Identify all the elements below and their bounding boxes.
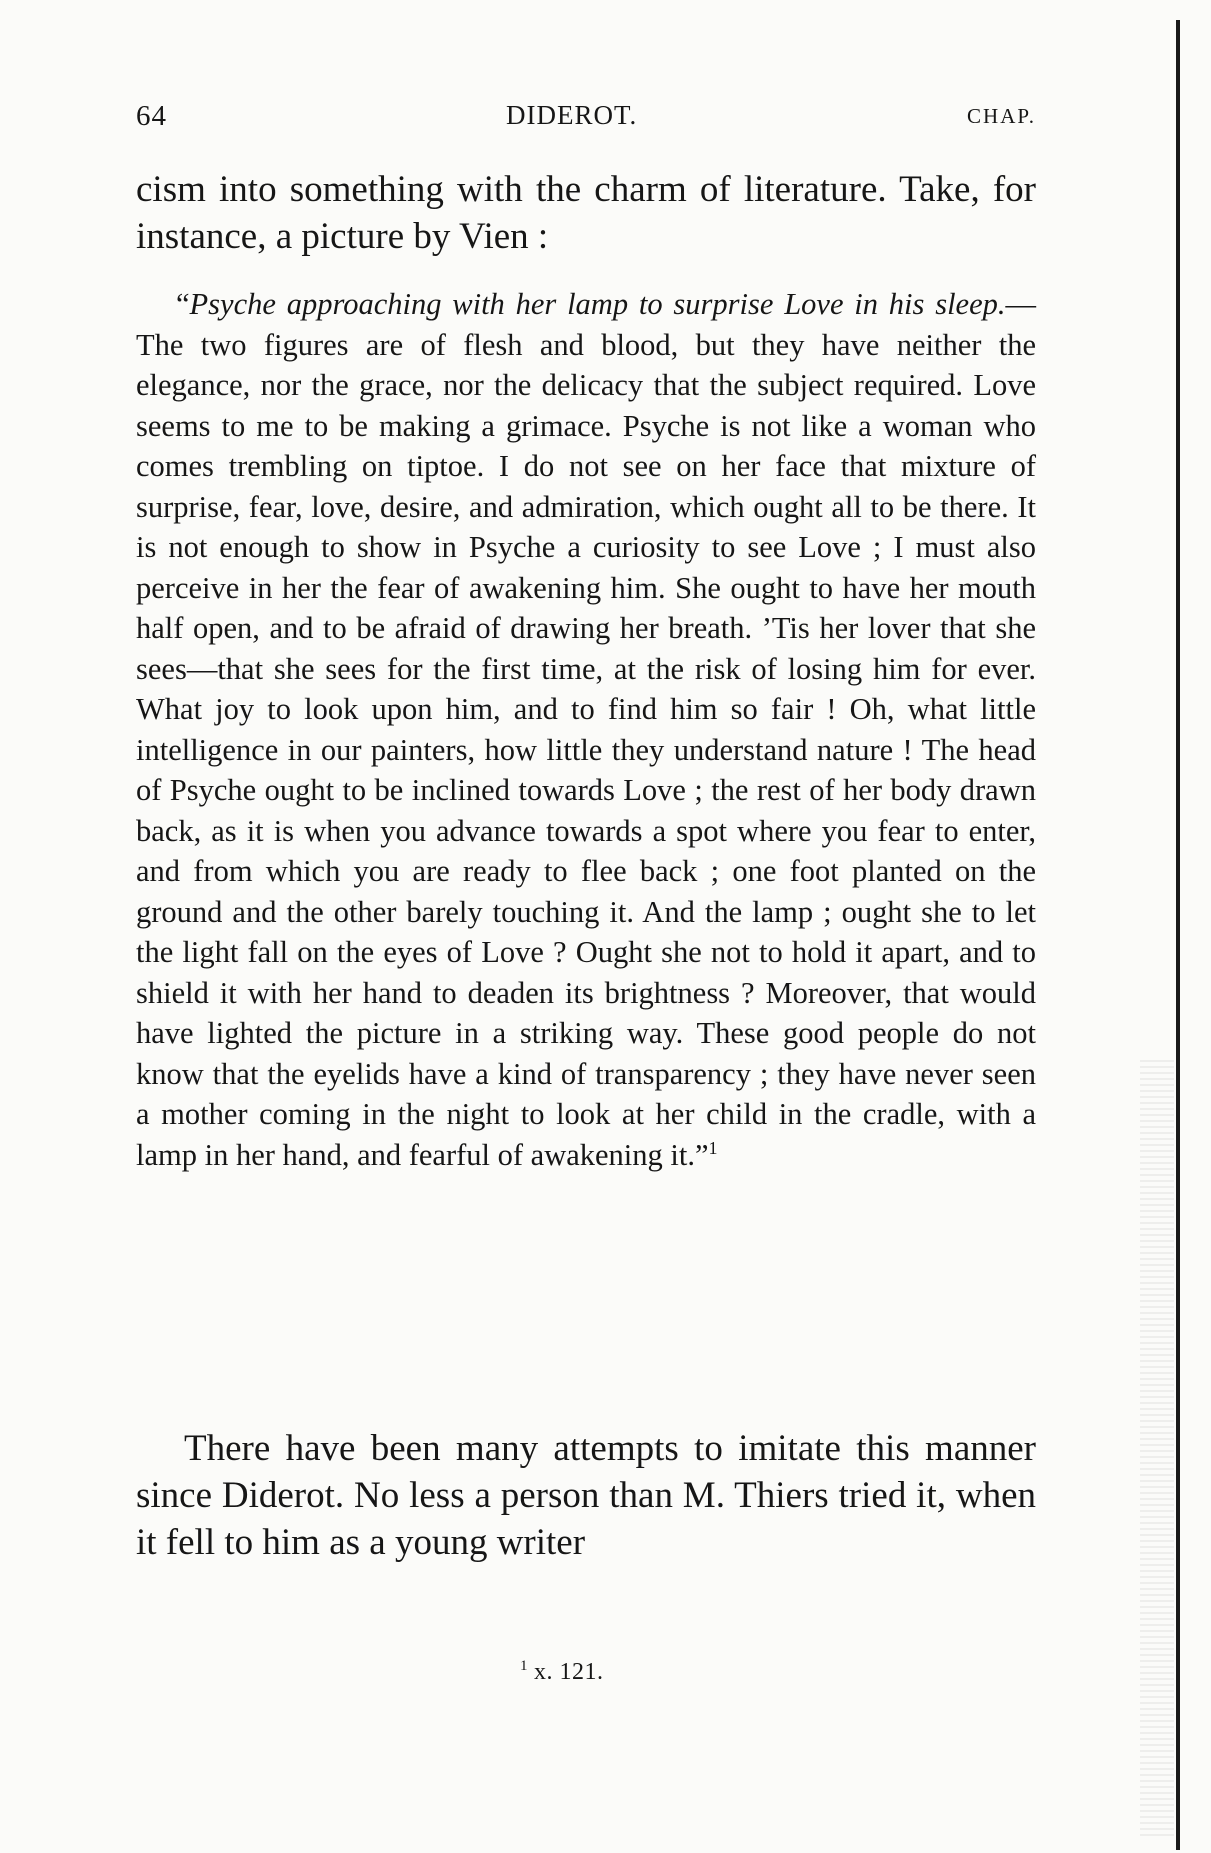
footnote-marker: 1: [520, 1658, 528, 1674]
quote-open-mark: “: [176, 287, 190, 321]
quote-italic-title: Psyche approaching with her lamp to surprise Love in his sleep.: [189, 287, 1006, 321]
quote-body: —The two figures are of flesh and blood, but they have neither the elegance, nor the grace, nor the delicacy that the subject required. Love seems to me to be making a grimace. Psyche is not like a woman who comes trembling on tiptoe. I do not see on her face that mixture of surprise, fear, love, desire, and admiration, which ought all to be there. It is not enough to show in Psyche a curiosity to see Love ; I must also perceive in her the fear of awakening him. She ought to have her mouth half open, and to be afraid of drawing her breath. ’Tis her lover that she sees—that she sees for the first time, at the risk of losing him for ever. What joy to look upon him, and to find him so fair ! Oh, what little intelligence in our painters, how little they understand nature ! The head of Psyche ought to be inclined towards Love ; the rest of her body drawn back, as it is when you advance towards a spot where you fear to enter, and from which you are ready to flee back ; one foot planted on the ground and the other barely touching it. And the lamp ; ought she to let the light fall on the eyes of Love ? Ought she not to hold it apart, and to shield it with her hand to deaden its brightness ? Moreover, that would have lighted the picture in a striking way. These good people do not know that the eyelids have a kind of transparency ; they have never seen a mother coming in the night to look at her child in the cradle, with a lamp in her hand, and fearful of awakening it.”: [136, 287, 1036, 1172]
page-edge-line: [1176, 20, 1180, 1850]
footnote: [520, 1658, 820, 1686]
section-label: CHAP.: [967, 104, 1036, 128]
page-edge-shadow: [1140, 1060, 1174, 1840]
footnote-text: x. 121.: [534, 1659, 604, 1685]
quote-paragraph: [136, 284, 1036, 1175]
page-number: 64: [136, 100, 167, 132]
running-header: [136, 100, 1036, 140]
intro-paragraph: [136, 166, 1036, 260]
following-paragraph: [136, 1425, 1036, 1566]
following-text: There have been many attempts to imitate this manner since Diderot. No less a person than M. Thiers tried it, when it fell to him as a young writer: [136, 1428, 1036, 1563]
running-title: DIDEROT.: [506, 100, 638, 130]
quote-footnote-marker: 1: [708, 1137, 718, 1158]
intro-text: cism into something with the charm of literature. Take, for instance, a picture by Vien :: [136, 169, 1036, 257]
block-quote: [136, 284, 1036, 1175]
